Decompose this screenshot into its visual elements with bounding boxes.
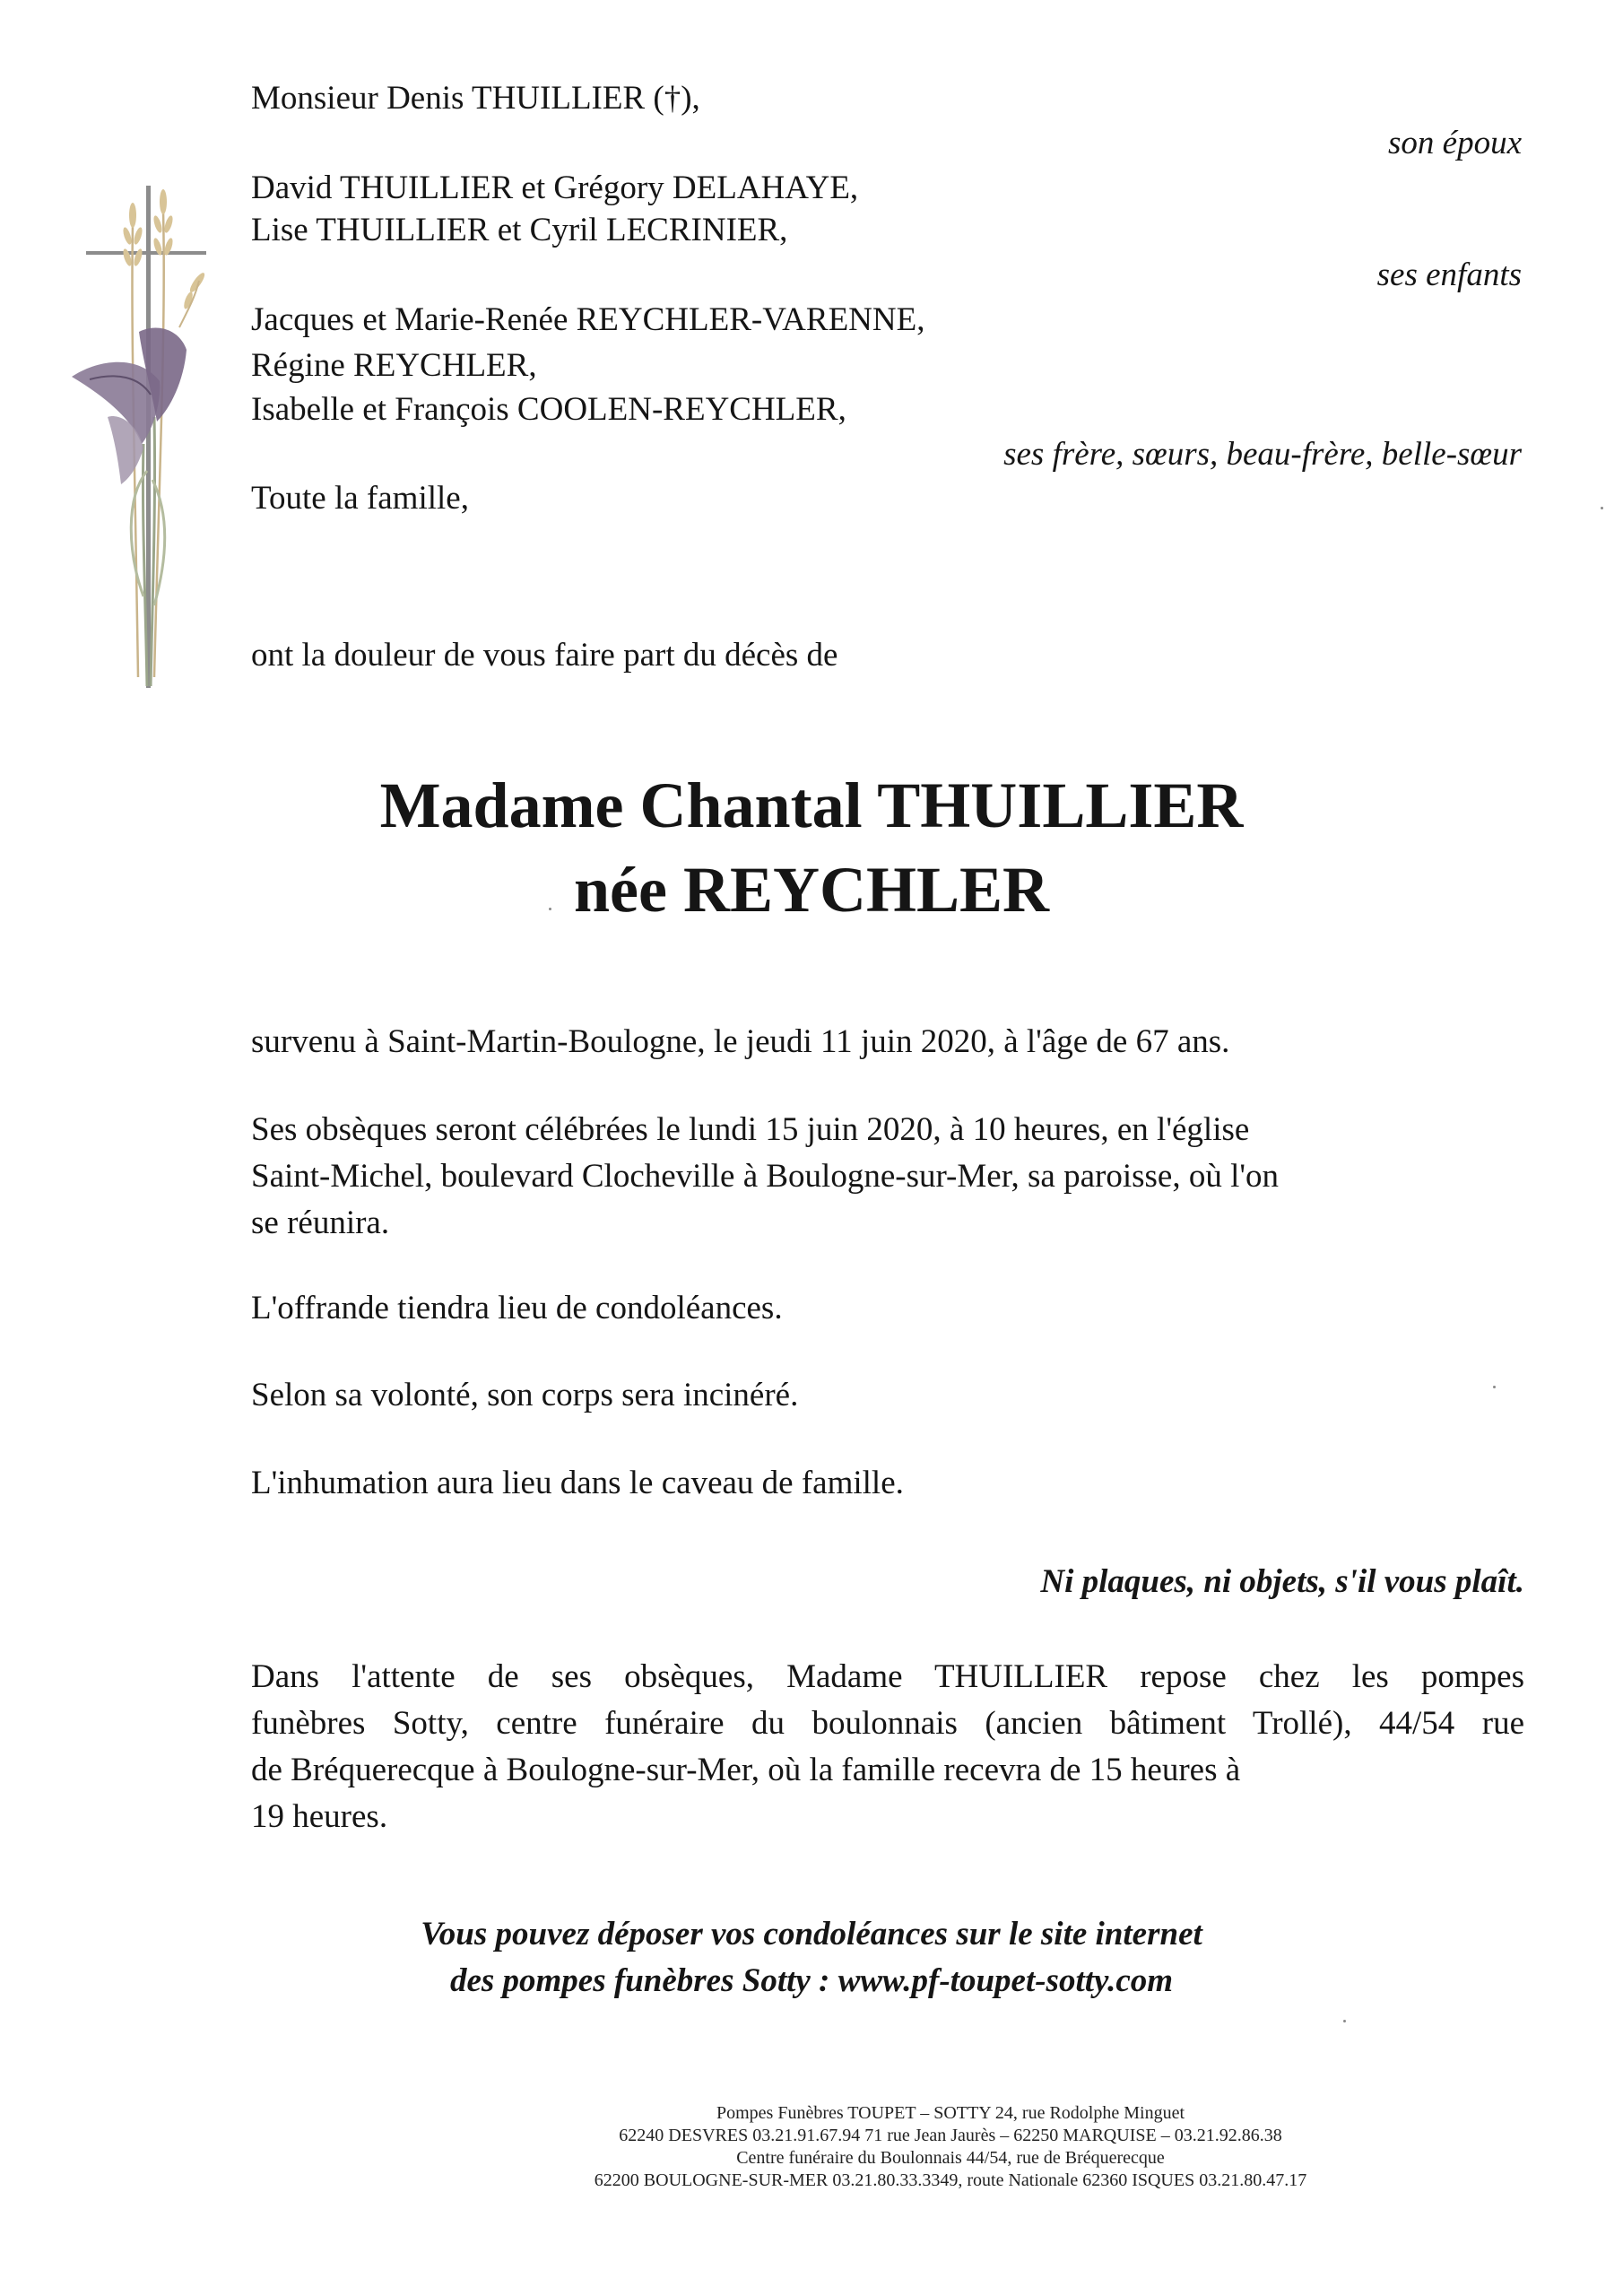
cross-lily-icon [54, 175, 233, 695]
husband-name: Monsieur Denis THUILLIER (†), [251, 80, 700, 117]
deceased-name: Madame Chantal THUILLIER [379, 770, 1244, 841]
no-plaques-notice: Ni plaques, ni objets, s'il vous plaît. [1040, 1563, 1524, 1600]
rest-paragraph-line: Dans l'attente de ses obsèques, Madame THUILLIER repose chez les pompes [251, 1658, 1524, 1695]
children-relation: ses enfants [1376, 257, 1522, 293]
child-name: Lise THUILLIER et Cyril LECRINIER, [251, 212, 788, 248]
condolences-line: des pompes funèbres Sotty : www.pf-toupet-sotty.com [449, 1962, 1174, 1999]
all-family: Toute la famille, [251, 480, 469, 517]
rest-paragraph-line: funèbres Sotty, centre funéraire du boulonnais (ancien bâtiment Trollé), 44/54 rue [251, 1705, 1524, 1742]
condolences-line: Vous pouvez déposer vos condoléances sur le site internet [421, 1916, 1202, 1952]
husband-relation: son époux [1388, 125, 1522, 161]
sibling-name: Isabelle et François COOLEN-REYCHLER, [251, 391, 846, 428]
sibling-name: Jacques et Marie-Renée REYCHLER-VARENNE, [251, 301, 925, 338]
announcement: ont la douleur de vous faire part du décès de [251, 637, 838, 674]
burial-paragraph: L'inhumation aura lieu dans le caveau de famille. [251, 1465, 904, 1501]
scan-speck [1343, 2020, 1346, 2022]
cremation-paragraph: Selon sa volonté, son corps sera incinéré. [251, 1377, 799, 1413]
funeral-paragraph-line: Ses obsèques seront célébrées le lundi 15 juin 2020, à 10 heures, en l'église [251, 1111, 1250, 1148]
siblings-relation: ses frère, sœurs, beau-frère, belle-sœur [1003, 436, 1522, 473]
offering-paragraph: L'offrande tiendra lieu de condoléances. [251, 1290, 783, 1326]
scan-speck [1493, 1386, 1496, 1388]
rest-paragraph-line: de Bréquerecque à Boulogne-sur-Mer, où la famille recevra de 15 heures à [251, 1752, 1241, 1788]
footer-line: Centre funéraire du Boulonnais 44/54, rue de Bréquerecque [736, 2148, 1165, 2168]
funeral-paragraph-line: Saint-Michel, boulevard Clocheville à Boulogne-sur-Mer, sa paroisse, où l'on [251, 1158, 1280, 1195]
footer-line: 62200 BOULOGNE-SUR-MER 03.21.80.33.3349, route Nationale 62360 ISQUES 03.21.80.47.17 [594, 2170, 1307, 2190]
scan-speck [1601, 507, 1603, 509]
footer-line: Pompes Funèbres TOUPET – SOTTY 24, rue Rodolphe Minguet [716, 2103, 1185, 2123]
funeral-paragraph-line: se réunira. [251, 1205, 390, 1241]
child-name: David THUILLIER et Grégory DELAHAYE, [251, 170, 859, 206]
scan-speck [549, 908, 551, 910]
death-paragraph: survenu à Saint-Martin-Boulogne, le jeudi 11 juin 2020, à l'âge de 67 ans. [251, 1023, 1230, 1060]
deceased-maiden-name: née REYCHLER [573, 854, 1049, 926]
rest-paragraph-line: 19 heures. [251, 1798, 388, 1835]
sibling-name: Régine REYCHLER, [251, 347, 537, 384]
footer-line: 62240 DESVRES 03.21.91.67.94 71 rue Jean Jaurès – 62250 MARQUISE – 03.21.92.86.38 [619, 2126, 1282, 2145]
